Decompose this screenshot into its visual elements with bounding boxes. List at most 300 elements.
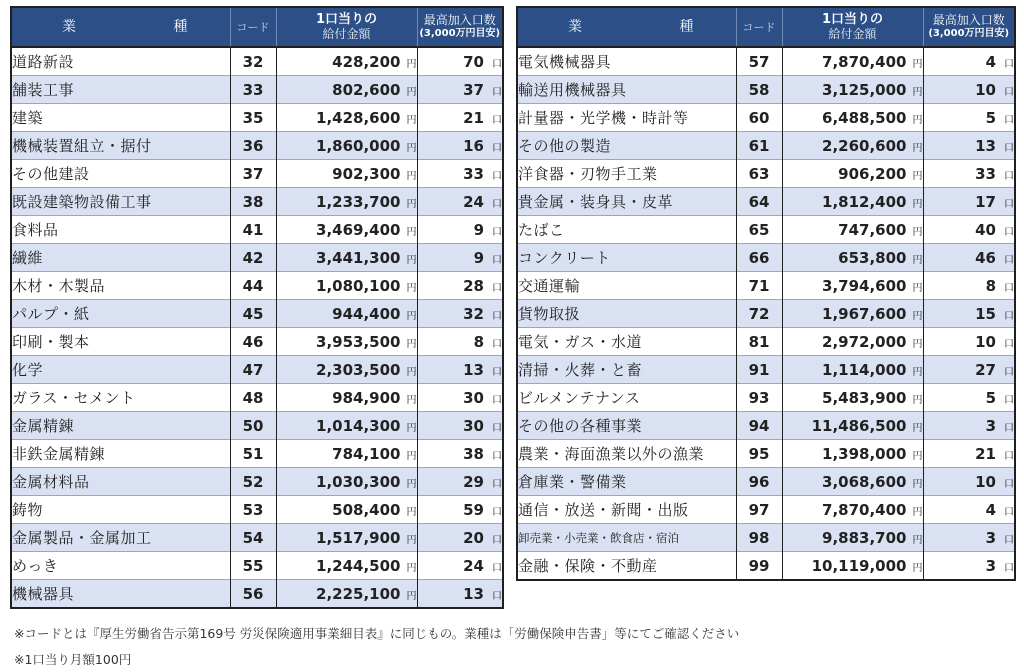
max-units-value: 70 bbox=[463, 52, 484, 71]
industry-code-value: 65 bbox=[748, 220, 770, 239]
max-units-value: 38 bbox=[463, 444, 484, 463]
industry-code bbox=[736, 76, 782, 104]
table-row bbox=[517, 300, 1015, 328]
benefit-amount bbox=[276, 132, 417, 160]
max-units bbox=[923, 76, 1015, 104]
industry-name bbox=[11, 216, 230, 244]
max-units bbox=[417, 580, 503, 609]
industry-name bbox=[517, 188, 736, 216]
benefit-amount-value: 2,303,500 bbox=[316, 360, 401, 379]
industry-name bbox=[517, 412, 736, 440]
header-max bbox=[923, 7, 1015, 47]
max-units bbox=[923, 496, 1015, 524]
table-row bbox=[11, 524, 503, 552]
benefit-amount bbox=[276, 328, 417, 356]
industry-code bbox=[230, 356, 276, 384]
max-units bbox=[417, 412, 503, 440]
industry-code bbox=[736, 300, 782, 328]
benefit-amount bbox=[782, 216, 923, 244]
table-row bbox=[517, 272, 1015, 300]
table-row bbox=[11, 440, 503, 468]
kou-unit: 口 bbox=[492, 506, 502, 518]
yen-unit: 円 bbox=[406, 310, 417, 322]
industry-code-value: 61 bbox=[748, 136, 770, 155]
industry-code-value: 58 bbox=[748, 80, 770, 99]
max-units-value: 15 bbox=[975, 304, 996, 323]
max-units-value: 3 bbox=[985, 416, 996, 435]
header-code-label: コード bbox=[742, 20, 776, 34]
kou-unit: 口 bbox=[1004, 506, 1014, 518]
yen-unit: 円 bbox=[912, 226, 923, 238]
kou-unit: 口 bbox=[492, 170, 502, 182]
table-row bbox=[11, 580, 503, 609]
header-max-line2: (3,000万円目安) bbox=[419, 28, 501, 39]
header-industry bbox=[517, 7, 736, 47]
benefit-amount-value: 944,400 bbox=[332, 304, 401, 323]
industry-name-value: その他の製造 bbox=[518, 137, 612, 155]
kou-unit: 口 bbox=[492, 86, 502, 98]
max-units bbox=[923, 216, 1015, 244]
max-units-value: 9 bbox=[473, 220, 484, 239]
max-units-value: 59 bbox=[463, 500, 484, 519]
max-units bbox=[417, 244, 503, 272]
industry-code-value: 91 bbox=[748, 360, 770, 379]
industry-name bbox=[517, 300, 736, 328]
yen-unit: 円 bbox=[406, 590, 417, 602]
industry-name bbox=[517, 552, 736, 581]
industry-code bbox=[736, 328, 782, 356]
table-row bbox=[11, 496, 503, 524]
max-units-value: 8 bbox=[473, 332, 484, 351]
industry-code-value: 52 bbox=[242, 472, 264, 491]
industry-name-value: 通信・放送・新聞・出版 bbox=[518, 501, 689, 519]
industry-name-value: 舗装工事 bbox=[12, 81, 75, 99]
benefit-amount bbox=[782, 412, 923, 440]
industry-name-value: 金属製品・金属加工 bbox=[12, 529, 152, 547]
benefit-amount-value: 1,517,900 bbox=[316, 528, 401, 547]
table-row bbox=[11, 328, 503, 356]
max-units bbox=[417, 160, 503, 188]
industry-code-value: 95 bbox=[748, 444, 770, 463]
benefit-amount bbox=[782, 468, 923, 496]
benefit-amount-value: 1,398,000 bbox=[822, 444, 907, 463]
industry-code bbox=[230, 524, 276, 552]
benefit-amount-value: 1,233,700 bbox=[316, 192, 401, 211]
kou-unit: 口 bbox=[492, 58, 502, 70]
industry-name bbox=[11, 524, 230, 552]
rate-table-left bbox=[10, 6, 504, 609]
industry-name-value: 金属精錬 bbox=[12, 417, 75, 435]
kou-unit: 口 bbox=[492, 114, 502, 126]
header-max-line2: (3,000万円目安) bbox=[928, 28, 1010, 39]
benefit-amount bbox=[276, 272, 417, 300]
industry-code bbox=[230, 412, 276, 440]
industry-code-value: 63 bbox=[748, 164, 770, 183]
industry-code bbox=[230, 272, 276, 300]
benefit-amount-value: 2,225,100 bbox=[316, 584, 401, 603]
benefit-amount-value: 747,600 bbox=[838, 220, 907, 239]
benefit-amount bbox=[276, 244, 417, 272]
max-units-value: 13 bbox=[463, 584, 484, 603]
industry-code-value: 57 bbox=[748, 52, 770, 71]
max-units-value: 10 bbox=[975, 80, 996, 99]
table-row bbox=[517, 244, 1015, 272]
kou-unit: 口 bbox=[492, 226, 502, 238]
max-units bbox=[923, 188, 1015, 216]
industry-name bbox=[11, 440, 230, 468]
industry-code bbox=[736, 356, 782, 384]
kou-unit: 口 bbox=[492, 534, 502, 546]
industry-name-value: 化学 bbox=[12, 361, 44, 379]
industry-name-value: 輸送用機械器具 bbox=[518, 81, 627, 99]
industry-name bbox=[11, 160, 230, 188]
max-units-value: 32 bbox=[463, 304, 484, 323]
industry-name-value: 鋳物 bbox=[12, 501, 44, 519]
industry-name-value: 金融・保険・不動産 bbox=[518, 557, 658, 575]
kou-unit: 口 bbox=[1004, 562, 1014, 574]
industry-name-value: 印刷・製本 bbox=[12, 333, 90, 351]
industry-name-value: 金属材料品 bbox=[12, 473, 90, 491]
yen-unit: 円 bbox=[406, 506, 417, 518]
benefit-amount-value: 1,244,500 bbox=[316, 556, 401, 575]
footnote-monthly: ※1口当り月額100円 bbox=[14, 652, 132, 667]
benefit-amount-value: 906,200 bbox=[838, 164, 907, 183]
header-max bbox=[417, 7, 503, 47]
industry-name-value: 洋食器・刃物手工業 bbox=[518, 165, 658, 183]
industry-name bbox=[11, 496, 230, 524]
table-row bbox=[517, 216, 1015, 244]
industry-name-value: 倉庫業・警備業 bbox=[518, 473, 627, 491]
industry-code-value: 97 bbox=[748, 500, 770, 519]
industry-name bbox=[11, 356, 230, 384]
max-units-value: 28 bbox=[463, 276, 484, 295]
industry-name-value: 建築 bbox=[12, 109, 44, 127]
header-max-line1: 最高加入口数 bbox=[932, 13, 1005, 27]
table-row bbox=[11, 132, 503, 160]
industry-name-value: 木材・木製品 bbox=[12, 277, 106, 295]
table-row bbox=[11, 188, 503, 216]
benefit-amount-value: 1,428,600 bbox=[316, 108, 401, 127]
benefit-amount bbox=[782, 496, 923, 524]
table-row bbox=[517, 76, 1015, 104]
industry-code bbox=[230, 496, 276, 524]
industry-code-value: 98 bbox=[748, 528, 770, 547]
yen-unit: 円 bbox=[406, 170, 417, 182]
max-units bbox=[923, 356, 1015, 384]
benefit-amount-value: 3,068,600 bbox=[822, 472, 907, 491]
yen-unit: 円 bbox=[406, 394, 417, 406]
benefit-amount-value: 984,900 bbox=[332, 388, 401, 407]
kou-unit: 口 bbox=[492, 394, 502, 406]
benefit-amount bbox=[276, 580, 417, 609]
industry-name bbox=[517, 468, 736, 496]
kou-unit: 口 bbox=[1004, 254, 1014, 266]
benefit-amount bbox=[782, 104, 923, 132]
benefit-amount bbox=[782, 300, 923, 328]
kou-unit: 口 bbox=[1004, 58, 1014, 70]
yen-unit: 円 bbox=[406, 478, 417, 490]
kou-unit: 口 bbox=[492, 198, 502, 210]
industry-name bbox=[11, 188, 230, 216]
benefit-amount bbox=[782, 272, 923, 300]
benefit-amount bbox=[782, 440, 923, 468]
max-units bbox=[923, 440, 1015, 468]
benefit-amount-value: 508,400 bbox=[332, 500, 401, 519]
industry-name-value: 貨物取扱 bbox=[518, 305, 581, 323]
industry-name bbox=[11, 272, 230, 300]
kou-unit: 口 bbox=[1004, 114, 1014, 126]
yen-unit: 円 bbox=[912, 338, 923, 350]
industry-name-value: 電気機械器具 bbox=[518, 53, 612, 71]
industry-name bbox=[11, 580, 230, 609]
max-units bbox=[923, 244, 1015, 272]
benefit-amount-value: 1,812,400 bbox=[822, 192, 907, 211]
yen-unit: 円 bbox=[406, 422, 417, 434]
max-units-value: 13 bbox=[463, 360, 484, 379]
yen-unit: 円 bbox=[912, 450, 923, 462]
industry-code bbox=[230, 580, 276, 609]
max-units bbox=[417, 47, 503, 76]
benefit-amount-value: 9,883,700 bbox=[822, 528, 907, 547]
benefit-amount bbox=[276, 440, 417, 468]
max-units-value: 4 bbox=[985, 500, 996, 519]
industry-code-value: 54 bbox=[242, 528, 264, 547]
benefit-amount-value: 11,486,500 bbox=[811, 416, 907, 435]
max-units bbox=[417, 524, 503, 552]
industry-code bbox=[736, 188, 782, 216]
industry-code bbox=[230, 47, 276, 76]
benefit-amount-value: 3,125,000 bbox=[822, 80, 907, 99]
benefit-amount-value: 802,600 bbox=[332, 80, 401, 99]
industry-code bbox=[230, 132, 276, 160]
industry-name bbox=[517, 76, 736, 104]
yen-unit: 円 bbox=[406, 86, 417, 98]
industry-name bbox=[517, 132, 736, 160]
yen-unit: 円 bbox=[912, 422, 923, 434]
industry-code bbox=[230, 300, 276, 328]
kou-unit: 口 bbox=[1004, 86, 1014, 98]
max-units bbox=[417, 552, 503, 580]
max-units-value: 21 bbox=[463, 108, 484, 127]
max-units bbox=[923, 412, 1015, 440]
header-code bbox=[736, 7, 782, 47]
max-units-value: 3 bbox=[985, 528, 996, 547]
max-units-value: 24 bbox=[463, 556, 484, 575]
benefit-amount bbox=[276, 188, 417, 216]
industry-name bbox=[11, 412, 230, 440]
benefit-amount-value: 1,967,600 bbox=[822, 304, 907, 323]
industry-name-value: 既設建築物設備工事 bbox=[12, 193, 152, 211]
header-amount-line1: 1口当りの bbox=[315, 12, 378, 27]
table-row bbox=[11, 384, 503, 412]
industry-code-value: 47 bbox=[242, 360, 264, 379]
max-units bbox=[923, 328, 1015, 356]
header-industry-char-2: 種 bbox=[679, 19, 696, 35]
max-units-value: 17 bbox=[975, 192, 996, 211]
yen-unit: 円 bbox=[406, 114, 417, 126]
industry-code-value: 45 bbox=[242, 304, 264, 323]
industry-name bbox=[517, 216, 736, 244]
kou-unit: 口 bbox=[1004, 422, 1014, 434]
benefit-amount bbox=[782, 188, 923, 216]
industry-name bbox=[11, 468, 230, 496]
table-row bbox=[517, 356, 1015, 384]
max-units-value: 40 bbox=[975, 220, 996, 239]
benefit-amount bbox=[276, 300, 417, 328]
benefit-amount-value: 3,953,500 bbox=[316, 332, 401, 351]
max-units-value: 21 bbox=[975, 444, 996, 463]
benefit-amount bbox=[782, 76, 923, 104]
table-row bbox=[11, 104, 503, 132]
industry-code-value: 38 bbox=[242, 192, 264, 211]
header-amount-line2: 給付金額 bbox=[828, 27, 877, 41]
max-units bbox=[923, 160, 1015, 188]
benefit-amount bbox=[782, 244, 923, 272]
max-units bbox=[417, 216, 503, 244]
industry-name bbox=[11, 328, 230, 356]
table-row bbox=[11, 552, 503, 580]
header-code-label: コード bbox=[236, 20, 270, 34]
kou-unit: 口 bbox=[1004, 198, 1014, 210]
kou-unit: 口 bbox=[492, 282, 502, 294]
table-row bbox=[517, 104, 1015, 132]
max-units-value: 33 bbox=[463, 164, 484, 183]
kou-unit: 口 bbox=[492, 310, 502, 322]
benefit-amount-value: 7,870,400 bbox=[822, 500, 907, 519]
yen-unit: 円 bbox=[406, 562, 417, 574]
yen-unit: 円 bbox=[912, 366, 923, 378]
benefit-amount-value: 902,300 bbox=[332, 164, 401, 183]
max-units-value: 13 bbox=[975, 136, 996, 155]
table-row bbox=[11, 272, 503, 300]
header-amount-line2: 給付金額 bbox=[322, 27, 371, 41]
yen-unit: 円 bbox=[912, 170, 923, 182]
industry-code bbox=[736, 244, 782, 272]
benefit-amount-value: 653,800 bbox=[838, 248, 907, 267]
benefit-amount bbox=[782, 552, 923, 581]
industry-code bbox=[230, 76, 276, 104]
industry-code bbox=[230, 440, 276, 468]
table-row bbox=[517, 328, 1015, 356]
industry-code-value: 64 bbox=[748, 192, 770, 211]
table-row bbox=[517, 188, 1015, 216]
max-units-value: 5 bbox=[985, 108, 996, 127]
max-units-value: 3 bbox=[985, 556, 996, 575]
industry-code bbox=[736, 132, 782, 160]
industry-name bbox=[11, 104, 230, 132]
industry-name-value: 交通運輸 bbox=[518, 277, 581, 295]
industry-name bbox=[517, 356, 736, 384]
industry-name-value: めっき bbox=[12, 557, 59, 575]
industry-code-value: 36 bbox=[242, 136, 264, 155]
max-units bbox=[923, 524, 1015, 552]
industry-code bbox=[230, 384, 276, 412]
header-code bbox=[230, 7, 276, 47]
industry-name bbox=[517, 384, 736, 412]
industry-name bbox=[517, 244, 736, 272]
industry-code bbox=[736, 160, 782, 188]
industry-name-value: パルプ・紙 bbox=[12, 305, 90, 323]
benefit-amount bbox=[276, 160, 417, 188]
industry-code bbox=[230, 188, 276, 216]
max-units-value: 30 bbox=[463, 388, 484, 407]
benefit-amount bbox=[782, 384, 923, 412]
kou-unit: 口 bbox=[1004, 450, 1014, 462]
yen-unit: 円 bbox=[912, 478, 923, 490]
benefit-amount-value: 10,119,000 bbox=[811, 556, 907, 575]
industry-name-value: 道路新設 bbox=[12, 53, 75, 71]
industry-name-value: 電気・ガス・水道 bbox=[518, 333, 643, 351]
industry-code bbox=[230, 552, 276, 580]
industry-name-value: 農業・海面漁業以外の漁業 bbox=[518, 445, 705, 463]
industry-code-value: 55 bbox=[242, 556, 264, 575]
benefit-amount bbox=[782, 524, 923, 552]
industry-name-value: 清掃・火葬・と畜 bbox=[518, 361, 643, 379]
table-row bbox=[517, 552, 1015, 581]
table-row bbox=[517, 47, 1015, 76]
benefit-amount-value: 784,100 bbox=[332, 444, 401, 463]
kou-unit: 口 bbox=[1004, 394, 1014, 406]
industry-code bbox=[736, 104, 782, 132]
yen-unit: 円 bbox=[406, 338, 417, 350]
benefit-amount bbox=[276, 412, 417, 440]
yen-unit: 円 bbox=[912, 86, 923, 98]
industry-code bbox=[736, 524, 782, 552]
kou-unit: 口 bbox=[492, 142, 502, 154]
industry-code-value: 48 bbox=[242, 388, 264, 407]
max-units bbox=[923, 132, 1015, 160]
table-row bbox=[11, 47, 503, 76]
table-row bbox=[11, 160, 503, 188]
industry-name-value: コンクリート bbox=[518, 249, 611, 267]
max-units bbox=[417, 132, 503, 160]
yen-unit: 円 bbox=[912, 282, 923, 294]
max-units bbox=[923, 272, 1015, 300]
industry-name bbox=[517, 524, 736, 552]
industry-name bbox=[517, 47, 736, 76]
table-row bbox=[517, 468, 1015, 496]
benefit-amount bbox=[276, 47, 417, 76]
industry-name-value: 繊維 bbox=[12, 249, 44, 267]
industry-code bbox=[736, 384, 782, 412]
benefit-amount-value: 3,469,400 bbox=[316, 220, 401, 239]
yen-unit: 円 bbox=[406, 366, 417, 378]
industry-name-value: 非鉄金属精錬 bbox=[12, 445, 106, 463]
industry-code-value: 71 bbox=[748, 276, 770, 295]
industry-code bbox=[736, 496, 782, 524]
industry-code bbox=[736, 412, 782, 440]
kou-unit: 口 bbox=[492, 422, 502, 434]
industry-code bbox=[736, 552, 782, 581]
benefit-amount-value: 2,972,000 bbox=[822, 332, 907, 351]
yen-unit: 円 bbox=[912, 142, 923, 154]
industry-code-value: 32 bbox=[242, 52, 264, 71]
table-row bbox=[11, 412, 503, 440]
table-row bbox=[11, 468, 503, 496]
industry-name bbox=[11, 47, 230, 76]
header-amount bbox=[782, 7, 923, 47]
benefit-amount bbox=[276, 524, 417, 552]
yen-unit: 円 bbox=[406, 142, 417, 154]
benefit-amount bbox=[276, 468, 417, 496]
benefit-amount bbox=[782, 132, 923, 160]
yen-unit: 円 bbox=[912, 198, 923, 210]
max-units-value: 16 bbox=[463, 136, 484, 155]
benefit-amount bbox=[276, 356, 417, 384]
table-row bbox=[11, 216, 503, 244]
kou-unit: 口 bbox=[1004, 226, 1014, 238]
benefit-amount-value: 5,483,900 bbox=[822, 388, 907, 407]
